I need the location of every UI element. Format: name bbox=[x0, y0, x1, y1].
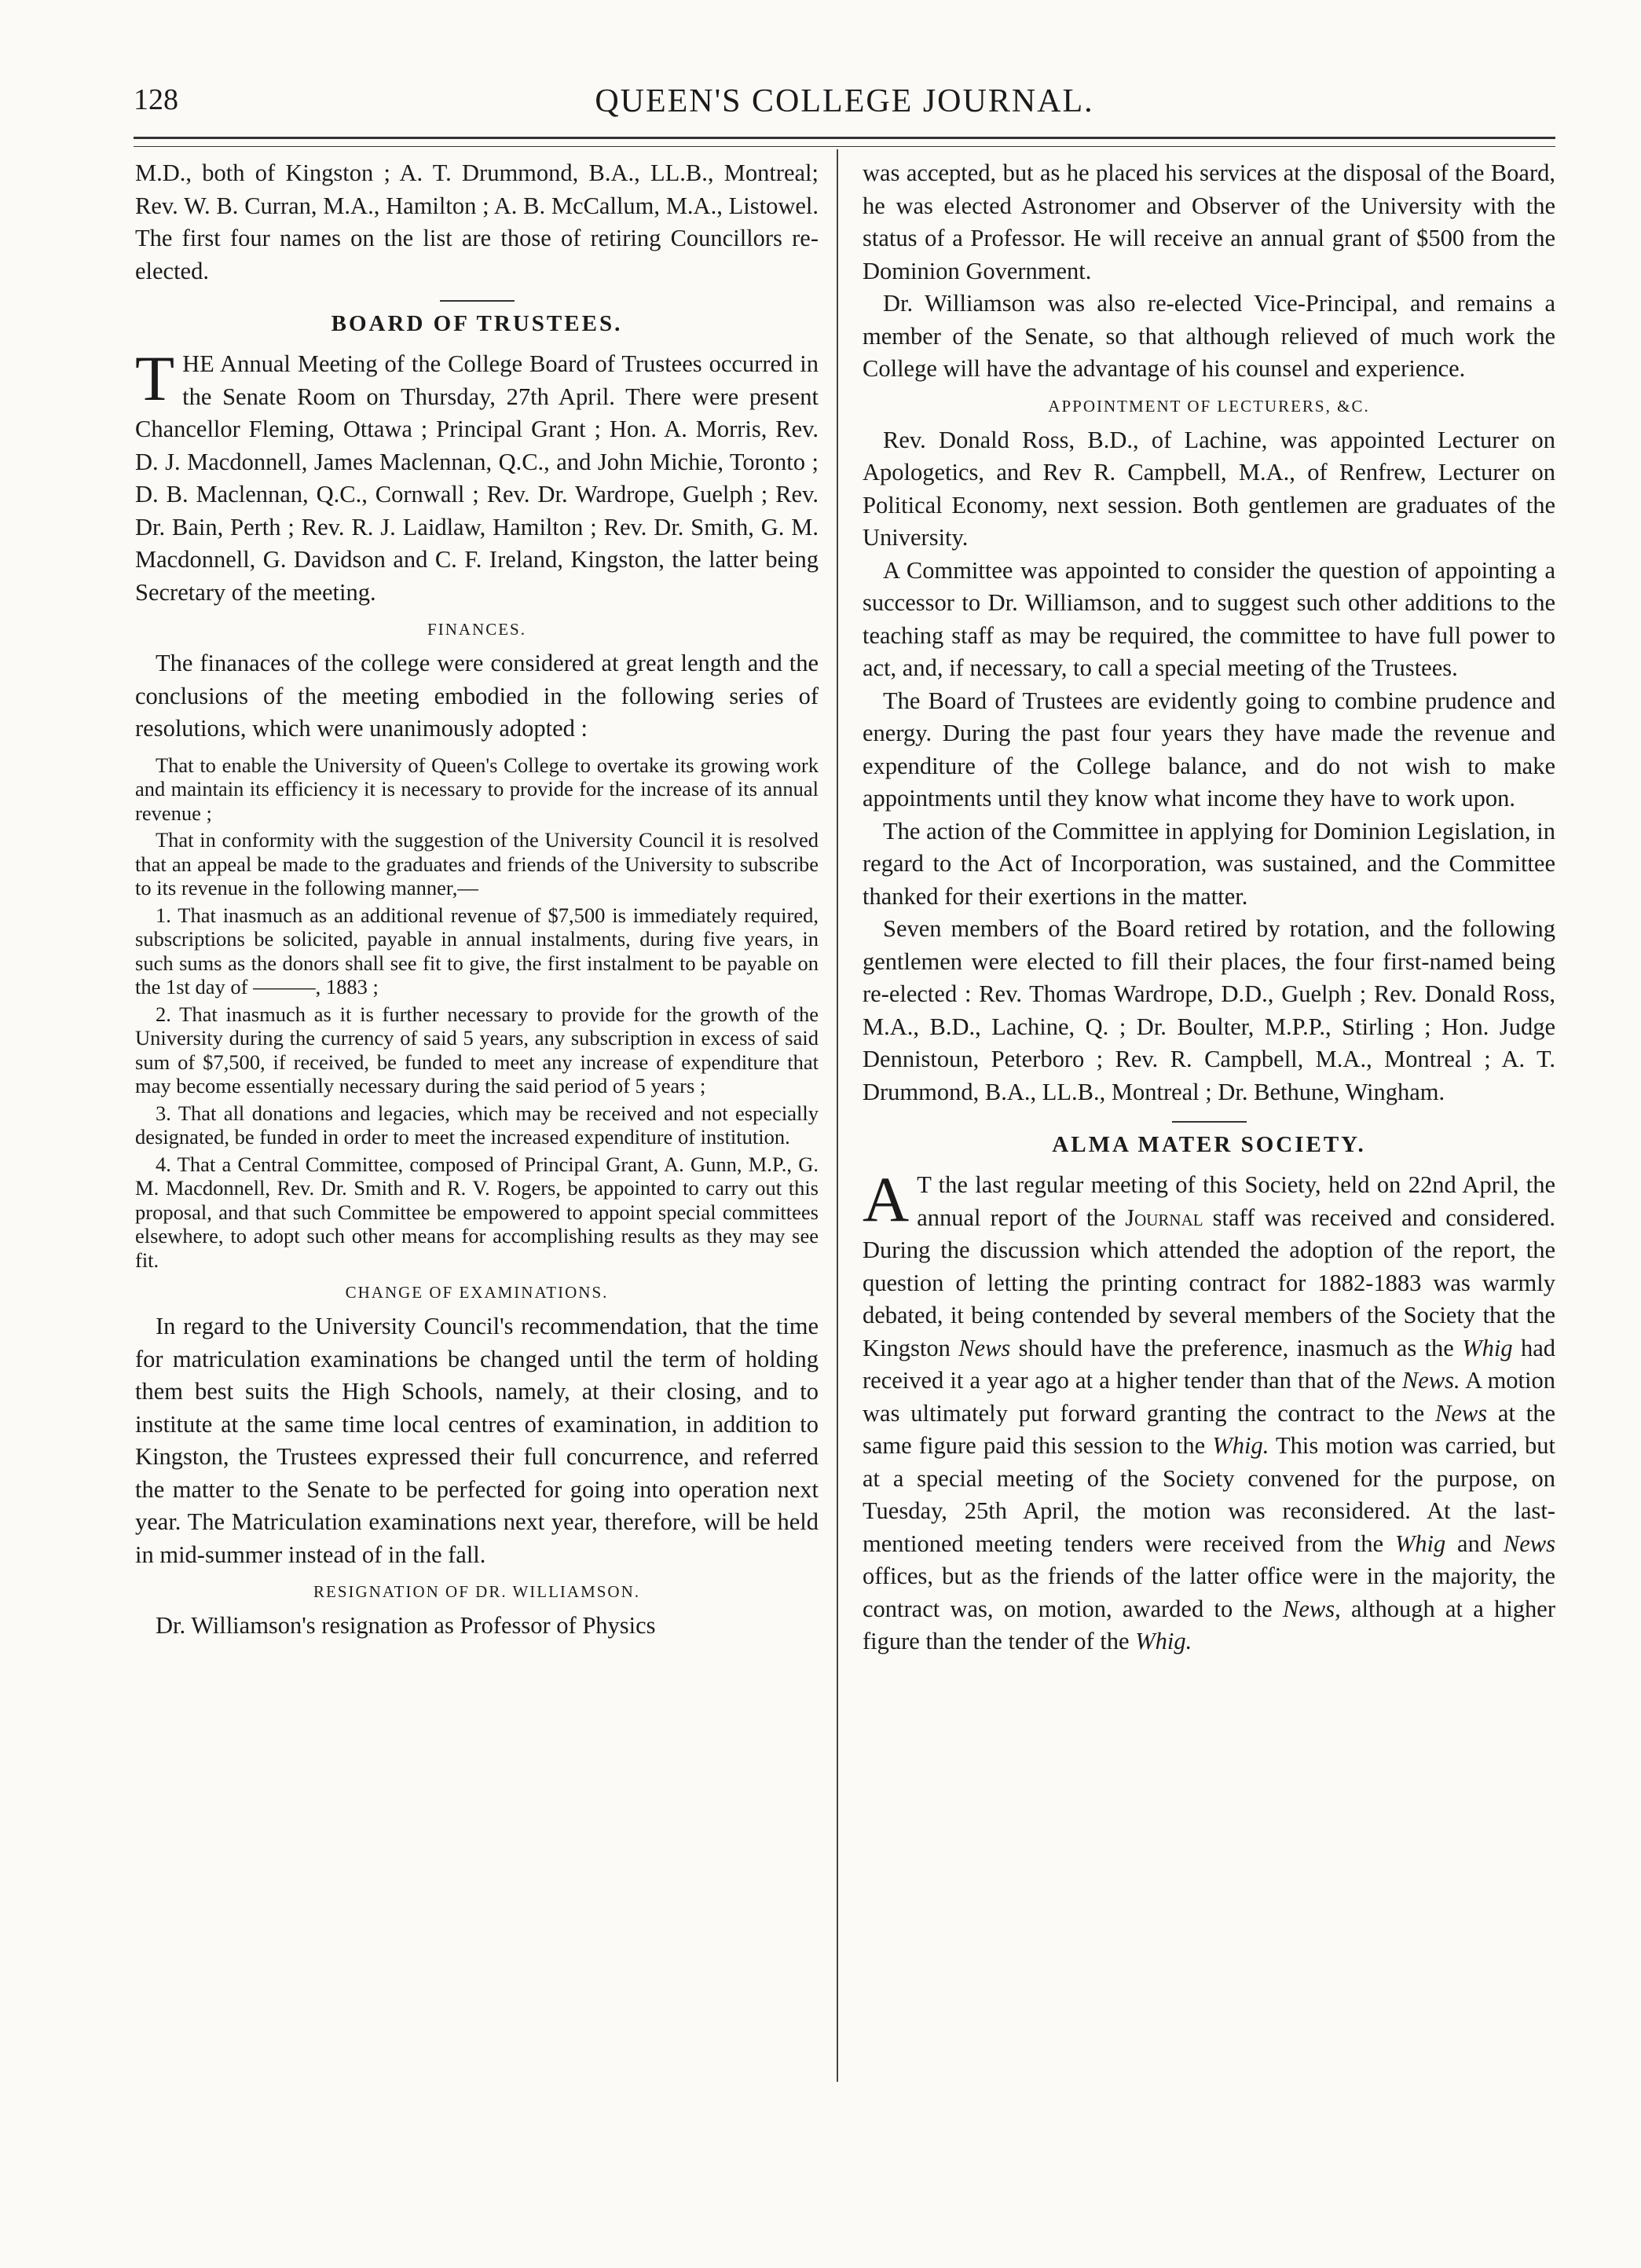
lecturers-paragraph: Rev. Donald Ross, B.D., of Lachine, was appointed Lecturer on Apologetics, and Rev R. Campbell, M.A., of Renfrew, Lecturer on Political Economy, next session. Both gentlemen are graduates of the University. bbox=[863, 426, 1555, 551]
drop-cap: A bbox=[863, 1163, 910, 1235]
vice-principal-paragraph: Dr. Williamson was also re-elected Vice-Principal, and remains a member of the Senate, so that although relieved of much work the College will have the advantage of his counsel and experience. bbox=[863, 290, 1555, 382]
resolution-item-2: 2. That inasmuch as it is further necessary to provide for the growth of the University during the currency of said 5 years, any subscription in excess of said sum of $7,500, if received, be funded to meet any increase of expenditure that may become essentially necessary during the said period of 5 years ; bbox=[135, 1002, 819, 1097]
resolution-item-4: 4. That a Central Committee, composed of Principal Grant, A. Gunn, M.P., G. M. Macdonnell, Rev. Dr. Smith and R. V. Rogers, be appointed to carry out this proposal, and that such Committee be empowered to appoint special committees elsewhere, to adopt such other means for accomplishing results as they may see fit. bbox=[135, 1152, 819, 1272]
board-meeting-paragraph: THE Annual Meeting of the College Board of Trustees occurred in the Senate Room on Thursday, 27th April. There were present Chancellor Fleming, Ottawa ; Principal Grant ; Hon. A. Morris, Rev. D. J. Macdonnell, James Maclennan, Q.C., and John Michie, Toronto ; D. B. Maclennan, Q.C., Cornwall ; Rev. Dr. Wardrope, Guelph ; Rev. Dr. Bain, Perth ; Rev. R. J. Laidlaw, Hamilton ; Rev. Dr. Smith, G. M. Macdonnell, G. Davidson and C. F. Ireland, Kingston, the latter being Secretary of the meeting. bbox=[135, 343, 819, 606]
page-header bbox=[134, 82, 1555, 137]
finances-paragraph: The finanaces of the college were considered at great length and the conclusions of the meeting embodied in the following series of resolutions, which were unanimously adopted : bbox=[135, 650, 819, 742]
header-rule-thin bbox=[134, 146, 1555, 147]
council-list-paragraph: M.D., both of Kingston ; A. T. Drummond, B.A., LL.B., Montreal; Rev. W. B. Curran, M.A., Hamilton ; A. B. McCallum, M.A., Listowel. The first four names on the list are those of retiring Councillors re-elected. bbox=[135, 159, 819, 284]
header-rule-thick bbox=[134, 137, 1555, 139]
change-of-examinations-subheading: CHANGE OF EXAMINATIONS. bbox=[345, 1283, 609, 1302]
resignation-paragraph: Dr. Williamson's resignation as Professor of Physics bbox=[156, 1612, 656, 1639]
drop-cap: T bbox=[135, 343, 175, 414]
election-paragraph: Seven members of the Board retired by rotation, and the following gentlemen were elected to fill their places, the four first-named being re-elected : Rev. Thomas Wardrope, D.D., Guelph ; Rev. Donald Ross, M.A., B.D., Lachine, Q. ; Dr. Boulter, M.P.P., Stirling ; Hon. Judge Dennistoun, Peterboro ; Rev. R. Campbell, M.A., Montreal ; A. T. Drummond, B.A., LL.B., Montreal ; Dr. Bethune, Wingham. bbox=[863, 915, 1555, 1105]
left-column bbox=[135, 157, 819, 1643]
finances-subheading: FINANCES. bbox=[427, 620, 526, 639]
section-divider bbox=[440, 300, 515, 302]
committee-paragraph: A Committee was appointed to consider the question of appointing a successor to Dr. Williamson, and to suggest such other additions to the teaching staff as may be required, the committee to have full power to act, and, if necessary, to call a special meeting of the Trustees. bbox=[863, 556, 1555, 681]
trustees-paragraph: The Board of Trustees are evidently going to combine prudence and energy. During the past four years they have made the revenue and expenditure of the College balance, and do not wish to make appointments until they know what income they have to work upon. bbox=[863, 687, 1555, 812]
right-column bbox=[863, 157, 1555, 1658]
legislation-paragraph: The action of the Committee in applying for Dominion Legislation, in regard to the Act of Incorporation, was sustained, and the Committee thanked for their exertions in the matter. bbox=[863, 817, 1555, 910]
column-divider bbox=[837, 149, 838, 2082]
alma-mater-paragraph: A T the last regular meeting of this Society, held on 22nd April, the annual report of the Journal staff was received and considered. During the discussion which attended the adoption of the report, the question of letting the printing contract for 1882-1883 was warmly debated, it being contended by several members of the Society that the Kingston News should have the preference, inasmuch as the Whig had received it a year ago at a higher tender than that of the News. A motion was ultimately put forward granting the contract to the News at the same figure paid this session to the Whig. This motion was carried, but at a special meeting of the Society convened for the purpose, on Tuesday, 25th April, the motion was reconsidered. At the last-mentioned meeting tenders were received from the Whig and News offices, but as the friends of the latter office were in the majority, the contract was, on motion, awarded to the News, although at a higher figure than the tender of the Whig. bbox=[863, 1163, 1555, 1654]
resolution-paragraph: That in conformity with the suggestion of the University Council it is resolved that an appeal be made to the graduates and friends of the University to subscribe to its revenue in the following manner,— bbox=[135, 828, 819, 900]
board-of-trustees-heading: BOARD OF TRUSTEES. bbox=[331, 311, 623, 336]
resignation-continued-paragraph: was accepted, but as he placed his services at the disposal of the Board, he was elected Astronomer and Observer of the University with the status of a Professor. He will receive an annual grant of $500 from the Dominion Government. bbox=[863, 159, 1555, 284]
resolution-item-1: 1. That inasmuch as an additional revenue of $7,500 is immediately required, subscriptions be solicited, payable in annual instalments, during five years, in such sums as the donors shall see fit to give, the first instalment to be payable on the 1st day of ———, 1883 ; bbox=[135, 903, 819, 998]
page-number: 128 bbox=[134, 83, 178, 116]
section-divider bbox=[1172, 1121, 1247, 1123]
examinations-paragraph: In regard to the University Council's recommendation, that the time for matriculation examinations be changed until the term of holding them best suits the High Schools, namely, at their closing, and to institute at the same time local centres of examination, in addition to Kingston, the Trustees expressed their full concurrence, and referred the matter to the Senate to be perfected for going into operation next year. The Matriculation examinations next year, therefore, will be held in mid-summer instead of in the fall. bbox=[135, 1313, 819, 1568]
journal-title: QUEEN'S COLLEGE JOURNAL. bbox=[595, 83, 1094, 119]
resignation-subheading: RESIGNATION OF DR. WILLIAMSON. bbox=[313, 1582, 641, 1601]
appointment-of-lecturers-subheading: APPOINTMENT OF LECTURERS, &C. bbox=[1048, 396, 1370, 416]
resolution-item-3: 3. That all donations and legacies, which may be received and not especially designated, be funded in order to meet the increased expenditure of institution. bbox=[135, 1101, 819, 1149]
alma-mater-society-heading: ALMA MATER SOCIETY. bbox=[1052, 1132, 1366, 1157]
resolution-paragraph: That to enable the University of Queen's College to overtake its growing work and maintain its efficiency it is necessary to provide for the increase of its annual revenue ; bbox=[135, 753, 819, 825]
